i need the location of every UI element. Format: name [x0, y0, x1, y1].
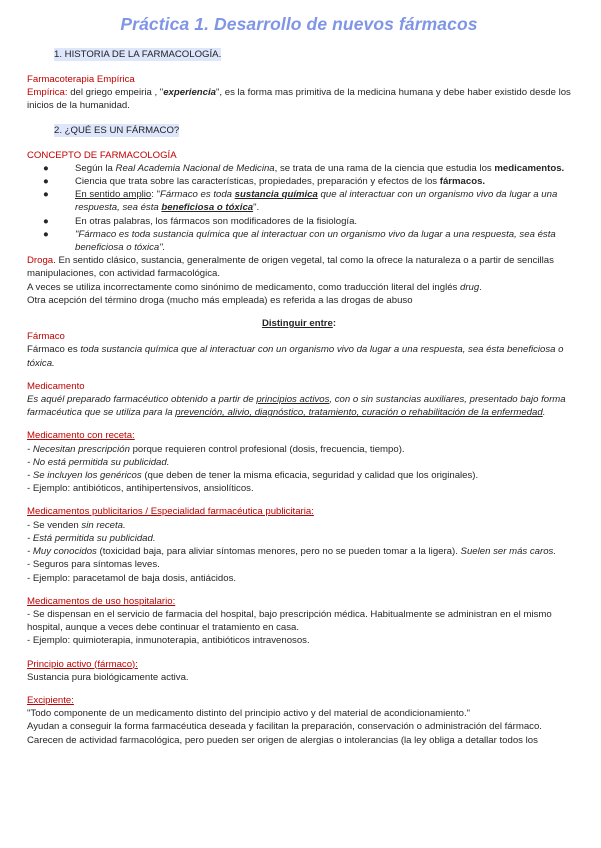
list-item-bold-italic: sustancia química	[234, 189, 318, 201]
droga-line-3: Otra acepción del término droga (mucho más empleada) es referida a las drogas de abuso	[27, 294, 413, 306]
droga-text: . En sentido clásico, sustancia, generalmente de origen vegetal, tal como la ofrece la naturaleza o a partir de sencillas manipulaciones, con actividad farmacológica.	[27, 255, 554, 280]
section-heading-historia	[27, 49, 571, 61]
droga-line-2	[27, 281, 571, 294]
hospitalario-line-1: - Se dispensan en el servicio de farmacia del hospital, bajo prescripción médica. Habitualmente se administran en el mismo hospital, aunque a veces debe continuar el tratamiento en casa.	[27, 608, 552, 634]
excipiente-line-1: "Todo componente de un medicamento distinto del principio activo y del material de acondicionamiento."	[27, 708, 471, 720]
empirica-text-1: del griego empeiria , "	[67, 87, 164, 99]
receta-line-1	[27, 443, 571, 456]
list-item-italic: que al interactuar con un organismo vivo da lugar a una respuesta, sea ésta	[75, 189, 558, 214]
droga-line-2-end: .	[479, 281, 482, 293]
list-item	[27, 215, 571, 228]
concepto-heading: CONCEPTO DE FARMACOLOGÍA	[27, 149, 177, 161]
distinguir-text: Distinguir entre	[261, 318, 333, 330]
principio-line-1: Sustancia pura biológicamente activa.	[27, 671, 189, 683]
section-heading-historia-text: 1. HISTORIA DE LA FARMACOLOGÍA.	[54, 49, 222, 60]
farmaco-text: Fármaco es	[27, 344, 81, 356]
bullet-icon: ●	[43, 228, 49, 240]
distinguir-heading	[27, 317, 571, 330]
list-item-italic: "Fármaco es toda sustancia química que al interactuar con un organismo vivo da lugar a una respuesta, sea ésta beneficiosa o tóxica".	[75, 228, 556, 254]
list-item-text: En otras palabras, los fármacos son modificadores de la fisiología.	[75, 215, 358, 227]
medicamento-text-1: Es aquél preparado farmacéutico obtenido a partir de	[27, 394, 257, 406]
list-item-text: Según la	[75, 162, 116, 174]
receta-line-3-text: (que deben de tener la misma eficacia, seguridad y calidad que los originales).	[141, 470, 479, 482]
bullet-icon: ●	[43, 189, 49, 201]
receta-line-4: - Ejemplo: antibióticos, antihipertensivos, ansiolíticos.	[27, 483, 254, 495]
empirica-emphasis: experiencia	[163, 87, 217, 99]
page-title: Práctica 1. Desarrollo de nuevos fármacos	[120, 14, 478, 34]
publicitarios-line-4: - Seguros para síntomas leves.	[27, 559, 160, 571]
empirica-paragraph	[27, 86, 571, 112]
publicitarios-line-1	[27, 519, 571, 532]
list-item	[27, 175, 571, 188]
receta-line-1-italic: - Necesitan prescripción	[27, 443, 130, 455]
publicitarios-line-5: - Ejemplo: paracetamol de baja dosis, antiácidos.	[27, 572, 237, 584]
bullet-icon: ●	[43, 215, 49, 227]
farmacoterapia-heading: Farmacoterapia Empírica	[27, 74, 135, 85]
list-item	[27, 162, 571, 175]
medicamento-underline-1: principios activos	[256, 394, 330, 406]
farmaco-italic: toda sustancia química que al interactuar con un organismo vivo da lugar a una respuesta, sea ésta beneficiosa o tóxica.	[27, 344, 564, 369]
publicitarios-heading: Medicamentos publicitarios / Especialidad farmacéutica publicitaria:	[27, 506, 314, 518]
list-item-text: Ciencia que trata sobre las características, propiedades, preparación y efectos de los	[75, 176, 440, 188]
farmaco-heading: Fármaco	[27, 331, 65, 343]
principio-heading: Principio activo (fármaco):	[27, 658, 138, 670]
farmaco-paragraph	[27, 343, 571, 369]
droga-paragraph	[27, 254, 571, 280]
publicitarios-line-3-text: (toxicidad baja, para aliviar síntomas menores, pero no se pueden tomar a la ligera).	[96, 546, 461, 558]
medicamento-underline-2: prevención, alivio, diagnóstico, tratamiento, curación o rehabilitación de la enfermedad	[175, 407, 543, 419]
list-item-italic: Fármaco es toda	[160, 189, 235, 201]
excipiente-heading: Excipiente:	[27, 694, 74, 706]
bullet-icon: ●	[43, 162, 49, 174]
empirica-text-2: ", es la forma mas primitiva de la medicina humana y debe haber existido desde los inicios de la humanidad.	[27, 87, 571, 112]
receta-line-3	[27, 469, 571, 482]
list-item-italic: Real Academia Nacional de Medicina	[115, 162, 275, 174]
medicamento-text-3: .	[542, 407, 546, 419]
distinguir-colon: :	[332, 318, 337, 330]
publicitarios-line-1-text: - Se venden	[27, 519, 82, 531]
list-item-text: ".	[253, 202, 260, 214]
excipiente-line-2: Ayudan a conseguir la forma farmacéutica deseada y facilitan la preparación, conservación o administración del fármaco.	[27, 721, 542, 733]
receta-heading: Medicamento con receta:	[27, 430, 135, 442]
hospitalario-heading: Medicamentos de uso hospitalario:	[27, 595, 176, 607]
publicitarios-line-3	[27, 545, 571, 558]
list-item-bold: fármacos.	[439, 176, 486, 188]
list-item-underline: En sentido amplio	[75, 189, 152, 201]
concepto-bullet-list	[27, 162, 571, 254]
list-item-text: , se trata de una rama de la ciencia que estudia los	[274, 162, 495, 174]
list-item-text: : "	[151, 189, 161, 201]
list-item	[27, 188, 571, 214]
excipiente-line-3: Carecen de actividad farmacológica, pero pueden ser origen de alergias o intolerancias (la ley obliga a detallar todos los	[27, 734, 538, 746]
publicitarios-line-2: - Está permitida su publicidad.	[27, 532, 156, 544]
droga-label: Droga	[27, 255, 54, 267]
publicitarios-line-3-italic-2: Suelen ser más caros.	[460, 546, 556, 558]
publicitarios-line-3-italic: - Muy conocidos	[27, 546, 97, 558]
medicamento-heading: Medicamento	[27, 380, 85, 392]
receta-line-3-italic: - Se incluyen los genéricos	[27, 470, 142, 482]
receta-line-2: - No está permitida su publicidad.	[27, 456, 170, 468]
section-heading-farmaco	[27, 125, 571, 137]
medicamento-text-2: , con o sin sustancias auxiliares, presentado bajo forma farmacéutica que se utiliza para la	[27, 394, 566, 419]
list-item-bold-italic: beneficiosa o tóxica	[161, 202, 254, 214]
list-item-bold: medicamentos.	[494, 162, 565, 174]
list-item	[27, 228, 571, 254]
section-heading-farmaco-text: 2. ¿QUÉ ES UN FÁRMACO?	[54, 124, 180, 136]
medicamento-paragraph	[27, 393, 571, 419]
hospitalario-line-2: - Ejemplo: quimioterapia, inmunoterapia, antibióticos intravenosos.	[27, 635, 310, 647]
droga-line-2-italic: drug	[460, 281, 480, 293]
receta-line-1-text: porque requieren control profesional (dosis, frecuencia, tiempo).	[129, 443, 405, 455]
bullet-icon: ●	[43, 176, 49, 188]
empirica-label: Empírica:	[27, 87, 68, 99]
droga-line-2-text: A veces se utiliza incorrectamente como sinónimo de medicamento, como traducción literal del inglés	[27, 281, 460, 293]
publicitarios-line-1-italic: sin receta.	[81, 519, 126, 531]
